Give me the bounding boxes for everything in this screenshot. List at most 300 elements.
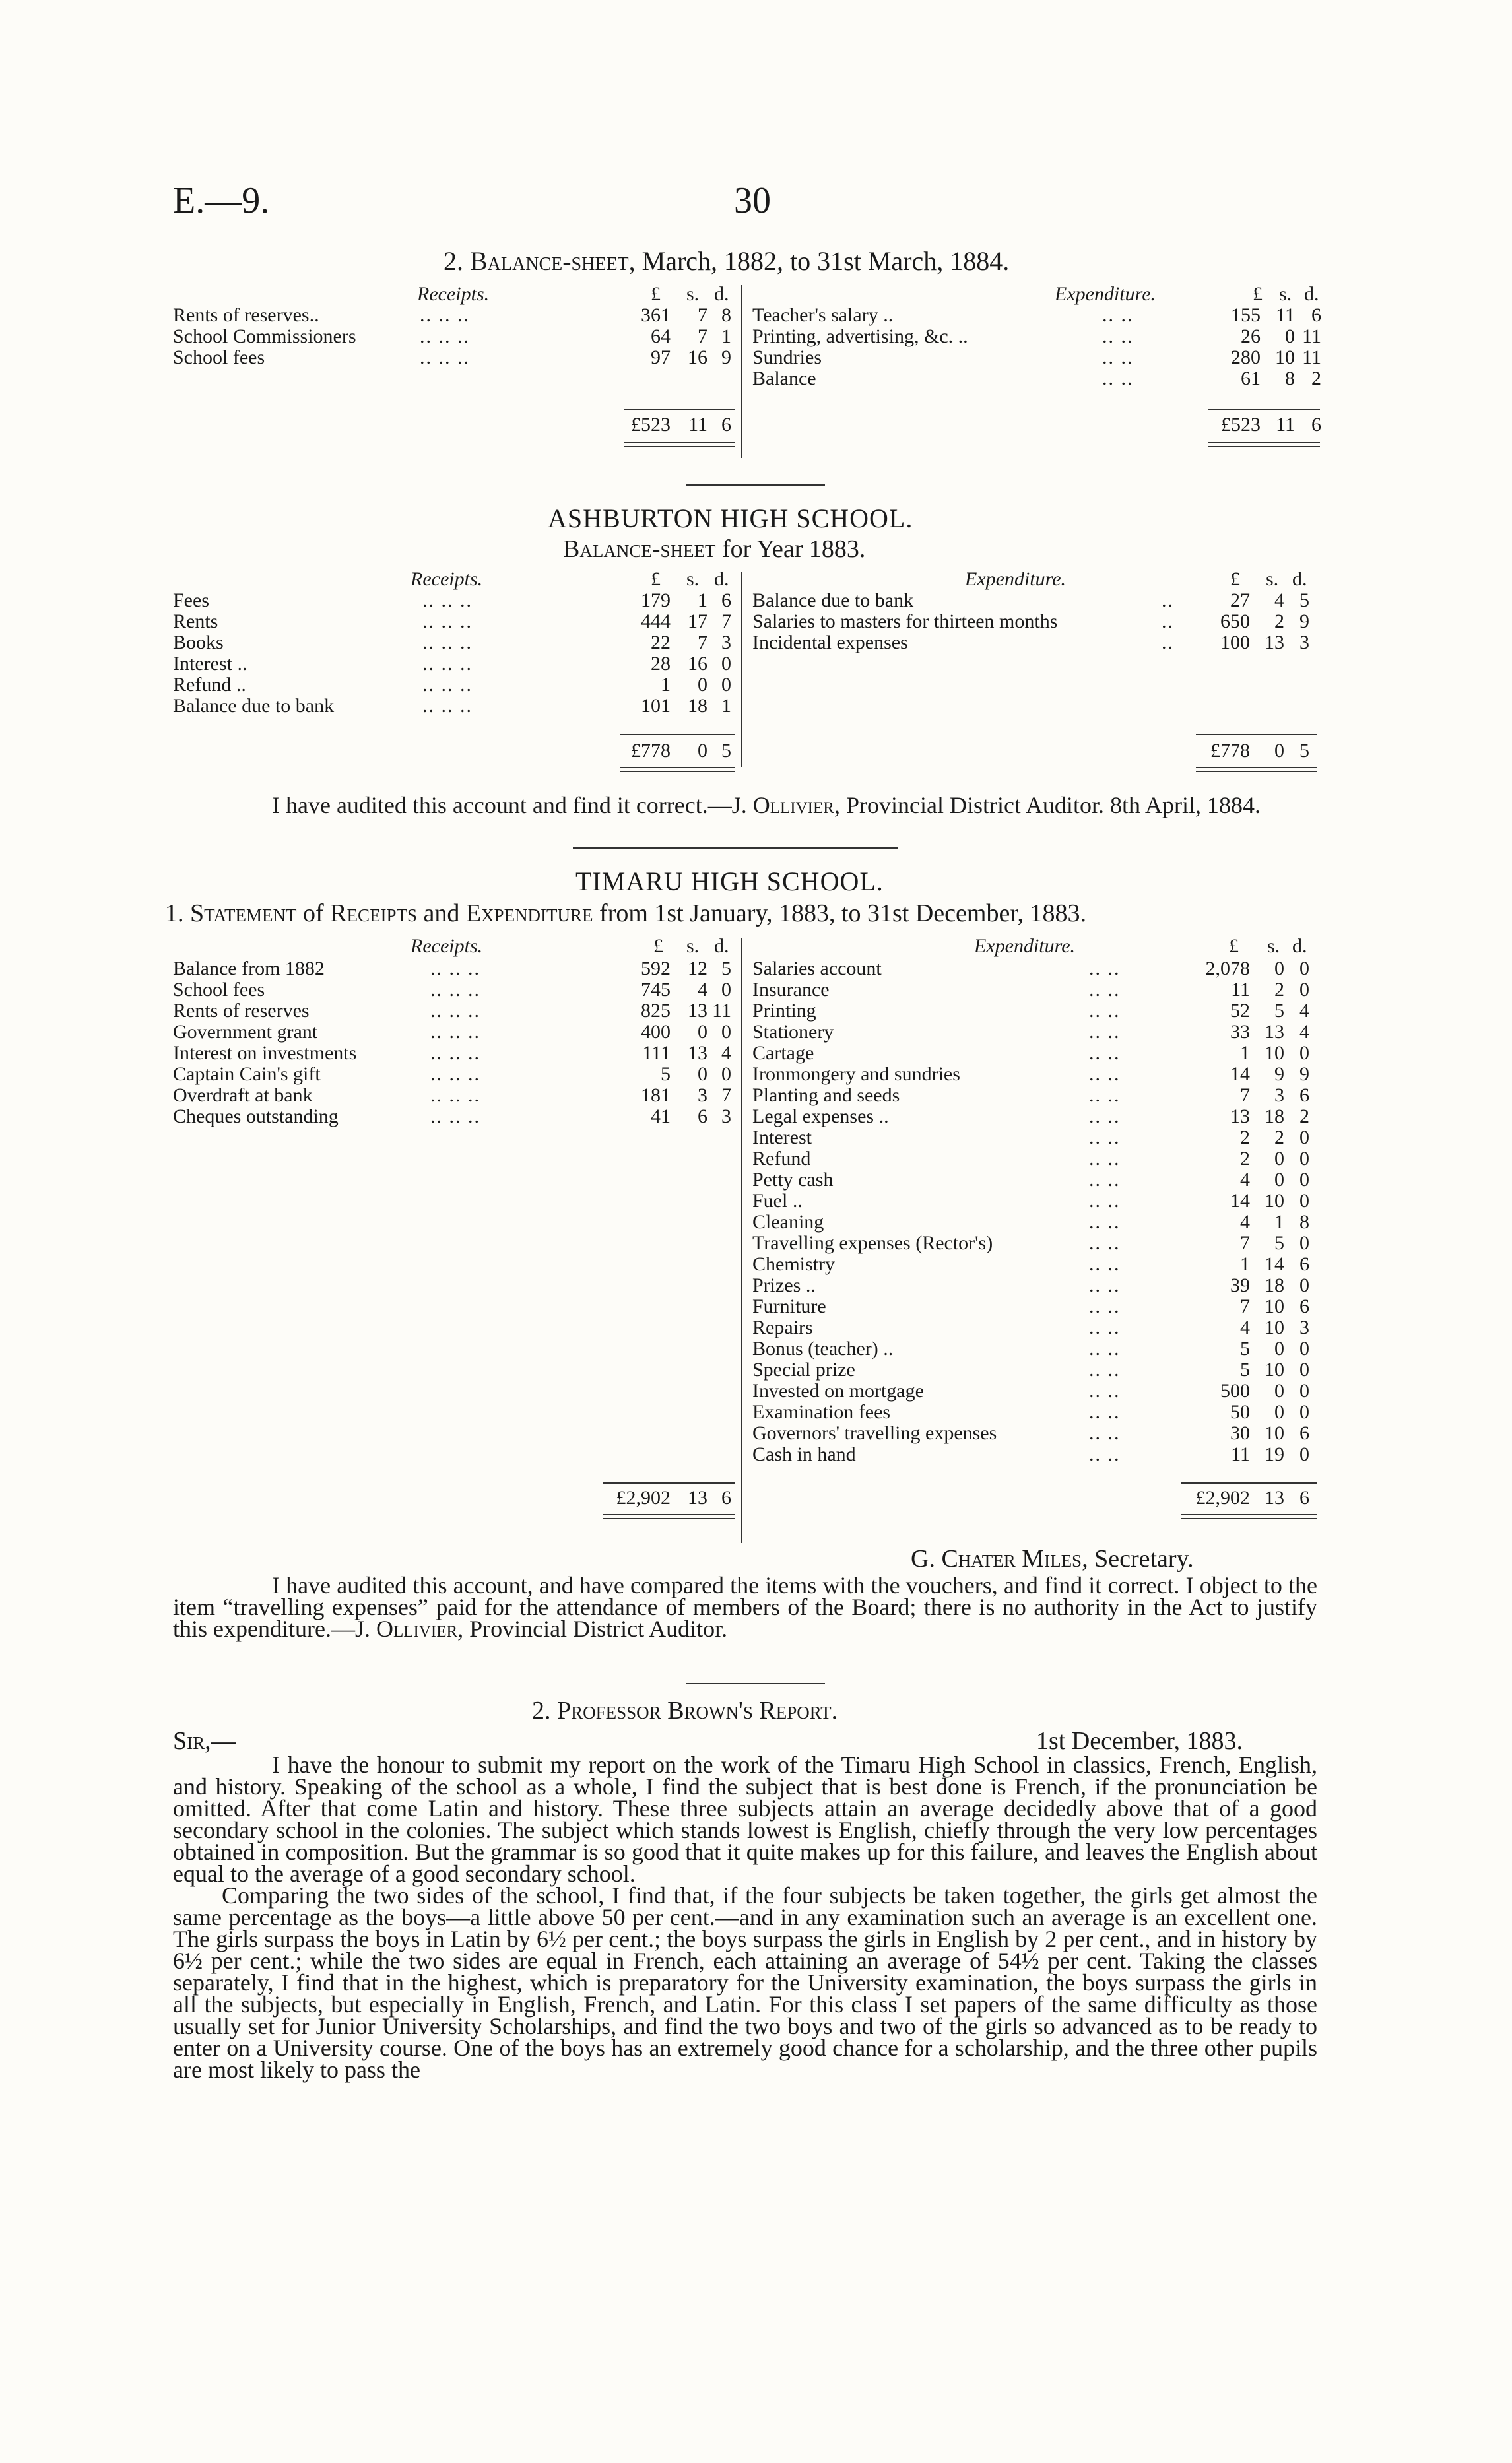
row-label: Travelling expenses (Rector's) bbox=[752, 1232, 993, 1254]
amount-pence: 3 bbox=[721, 1105, 731, 1127]
leader-dots: .. .. .. bbox=[422, 653, 473, 674]
col-shilling-right: s. bbox=[1266, 568, 1279, 590]
leader-dots: .. .. .. bbox=[422, 589, 473, 611]
amount-shillings: 0 bbox=[698, 1063, 707, 1085]
amount-pounds: 500 bbox=[1220, 1380, 1250, 1402]
amount-pounds: 7 bbox=[1240, 1084, 1250, 1106]
amount-pounds: 2 bbox=[1240, 1148, 1250, 1169]
row-label: Rents bbox=[173, 610, 218, 632]
amount-pounds: 361 bbox=[641, 304, 671, 326]
leader-dots: .. .. bbox=[1089, 958, 1121, 979]
total-rule-right bbox=[1208, 409, 1320, 410]
amount-pence: 0 bbox=[1299, 958, 1309, 979]
col-shilling-left: s. bbox=[686, 283, 700, 305]
receipts-heading: Receipts. bbox=[411, 568, 483, 590]
row-label: Repairs bbox=[752, 1317, 813, 1338]
row-label: Balance bbox=[752, 368, 816, 389]
row-label: School Commissioners bbox=[173, 325, 356, 347]
total-double-rule-right bbox=[1181, 1514, 1317, 1515]
amount-shillings: 7 bbox=[698, 325, 707, 347]
amount-pence: 8 bbox=[1299, 1211, 1309, 1233]
amount-pounds: 64 bbox=[651, 325, 671, 347]
amount-shillings: 13 bbox=[1265, 1021, 1284, 1043]
leader-dots: .. .. .. bbox=[420, 304, 470, 326]
amount-shillings: 9 bbox=[1274, 1063, 1284, 1085]
amount-pence: 9 bbox=[1299, 610, 1309, 632]
amount-pence: 0 bbox=[1299, 1169, 1309, 1191]
leader-dots: .. .. bbox=[1089, 1274, 1121, 1296]
amount-shillings: 4 bbox=[1274, 589, 1284, 611]
expenditure-heading: Expenditure. bbox=[965, 568, 1067, 590]
amount-shillings: 10 bbox=[1265, 1422, 1284, 1444]
amount-shillings: 1 bbox=[1274, 1211, 1284, 1233]
leader-dots: .. .. bbox=[1089, 1084, 1121, 1106]
column-divider bbox=[741, 572, 742, 767]
amount-pence: 1 bbox=[721, 325, 731, 347]
amount-pence: 6 bbox=[1311, 304, 1321, 326]
total-double-rule-left-2 bbox=[603, 1518, 735, 1519]
amount-pounds: 1 bbox=[661, 674, 671, 696]
amount-shillings: 0 bbox=[1274, 1401, 1284, 1423]
leader-dots: .. .. bbox=[1089, 1211, 1121, 1233]
col-pence-left: d. bbox=[714, 283, 729, 305]
amount-pence: 0 bbox=[721, 1021, 731, 1043]
amount-pence: 0 bbox=[721, 674, 731, 696]
amount-shillings: 7 bbox=[698, 304, 707, 326]
amount-pounds: 5 bbox=[661, 1063, 671, 1085]
amount-pounds: 2,078 bbox=[1205, 958, 1250, 979]
amount-pence: 11 bbox=[1302, 325, 1321, 347]
amount-pence: 0 bbox=[1299, 1190, 1309, 1212]
leader-dots: .. .. .. bbox=[430, 979, 480, 1001]
row-label: Special prize bbox=[752, 1359, 855, 1381]
report-date: 1st December, 1883. bbox=[1036, 1727, 1243, 1755]
amount-pounds: 22 bbox=[651, 632, 671, 653]
leader-dots: .. .. .. bbox=[422, 610, 473, 632]
amount-shillings: 10 bbox=[1275, 346, 1295, 368]
amount-pounds: 444 bbox=[641, 610, 671, 632]
row-label: Invested on mortgage bbox=[752, 1380, 924, 1402]
leader-dots: .. .. .. bbox=[422, 695, 473, 717]
amount-pence: 6 bbox=[1299, 1296, 1309, 1317]
report-body bbox=[173, 1754, 1317, 2081]
row-label: Refund .. bbox=[173, 674, 246, 696]
row-label: Prizes .. bbox=[752, 1274, 816, 1296]
amount-shillings: 2 bbox=[1274, 1127, 1284, 1148]
total-double-rule-left bbox=[620, 767, 735, 768]
amount-shillings: 10 bbox=[1265, 1296, 1284, 1317]
amount-shillings: 1 bbox=[698, 589, 707, 611]
amount-shillings: 5 bbox=[1274, 1000, 1284, 1022]
amount-pounds: 155 bbox=[1231, 304, 1261, 326]
row-label: Interest on investments bbox=[173, 1042, 357, 1064]
amount-pence: 6 bbox=[1299, 1084, 1309, 1106]
report-heading: 2. Professor Brown's Report. bbox=[532, 1697, 838, 1724]
amount-shillings: 5 bbox=[1274, 1232, 1284, 1254]
column-divider bbox=[741, 938, 742, 1543]
amount-pence: 2 bbox=[1311, 368, 1321, 389]
amount-pounds: 11 bbox=[1231, 979, 1250, 1001]
row-label: Printing, advertising, &c. .. bbox=[752, 325, 968, 347]
amount-pence: 0 bbox=[1299, 1148, 1309, 1169]
col-pence-right: d. bbox=[1292, 568, 1307, 590]
amount-pence: 4 bbox=[1299, 1021, 1309, 1043]
col-shilling-right: s. bbox=[1279, 283, 1292, 305]
leader-dots: .. .. .. bbox=[430, 1021, 480, 1043]
leader-dots: .. .. bbox=[1102, 325, 1134, 347]
leader-dots: .. bbox=[1162, 610, 1174, 632]
receipts-heading: Receipts. bbox=[411, 935, 483, 957]
amount-pounds: 101 bbox=[641, 695, 671, 717]
amount-pounds: 30 bbox=[1230, 1422, 1250, 1444]
amount-shillings: 18 bbox=[1265, 1274, 1284, 1296]
amount-pounds: 7 bbox=[1240, 1232, 1250, 1254]
amount-pence: 0 bbox=[1299, 1232, 1309, 1254]
row-label: School fees bbox=[173, 346, 265, 368]
leader-dots: .. .. bbox=[1089, 1000, 1121, 1022]
amount-shillings: 17 bbox=[688, 610, 707, 632]
total-rule-left bbox=[624, 409, 735, 410]
amount-pence: 11 bbox=[712, 1000, 731, 1022]
amount-shillings: 2 bbox=[1274, 979, 1284, 1001]
amount-pounds: 280 bbox=[1231, 346, 1261, 368]
amount-shillings: 0 bbox=[1285, 325, 1295, 347]
amount-pence: 9 bbox=[1299, 1063, 1309, 1085]
col-shilling-left: s. bbox=[686, 935, 700, 957]
leader-dots: .. bbox=[1162, 632, 1174, 653]
amount-pence: 0 bbox=[1299, 1274, 1309, 1296]
timaru-audit-note: I have audited this account, and have compared the items with the vouchers, and find it correct. I object to the item “travelling expenses” paid for the attendance of members of the Board; there is no authority in the Act to justify this expenditure.—J. Ollivier, Provincial District Auditor. bbox=[173, 1572, 1317, 1642]
leader-dots: .. .. bbox=[1089, 1380, 1121, 1402]
amount-shillings: 0 bbox=[698, 1021, 707, 1043]
page-number: 30 bbox=[734, 180, 771, 221]
amount-shillings: 13 bbox=[688, 1042, 707, 1064]
timaru-subheading: 1. Statement of Receipts and Expenditure from 1st January, 1883, to 31st December, 1883. bbox=[165, 900, 1086, 927]
row-label: Books bbox=[173, 632, 224, 653]
amount-shillings: 16 bbox=[688, 653, 707, 674]
amount-pence: 3 bbox=[721, 632, 731, 653]
amount-pence: 0 bbox=[1299, 1042, 1309, 1064]
row-label: Furniture bbox=[752, 1296, 826, 1317]
amount-pence: 0 bbox=[1299, 1359, 1309, 1381]
row-label: Governors' travelling expenses bbox=[752, 1422, 997, 1444]
total-double-rule-right-2 bbox=[1181, 1518, 1317, 1519]
col-pound-left: £ bbox=[653, 935, 663, 957]
leader-dots: .. .. bbox=[1089, 1105, 1121, 1127]
leader-dots: .. .. bbox=[1089, 1042, 1121, 1064]
amount-shillings: 7 bbox=[698, 632, 707, 653]
amount-shillings: 13 bbox=[1265, 632, 1284, 653]
amount-pence: 0 bbox=[1299, 1401, 1309, 1423]
total-double-rule-right bbox=[1196, 767, 1317, 768]
row-label: Government grant bbox=[173, 1021, 318, 1043]
row-label: Stationery bbox=[752, 1021, 834, 1043]
total-double-rule-right-2 bbox=[1196, 771, 1317, 772]
row-label: Rents of reserves bbox=[173, 1000, 310, 1022]
leader-dots: .. .. .. bbox=[430, 1084, 480, 1106]
amount-shillings: 3 bbox=[698, 1084, 707, 1106]
timaru-heading: TIMARU HIGH SCHOOL. bbox=[575, 867, 884, 896]
leader-dots: .. .. .. bbox=[422, 632, 473, 653]
amount-pounds: 39 bbox=[1230, 1274, 1250, 1296]
ashburton-audit-note: I have audited this account and find it correct.—J. Ollivier, Provincial District Auditor. 8th April, 1884. bbox=[272, 792, 1261, 818]
amount-pence: 1 bbox=[721, 695, 731, 717]
amount-pence: 0 bbox=[1299, 1338, 1309, 1360]
amount-pounds: 1 bbox=[1240, 1042, 1250, 1064]
leader-dots: .. .. .. bbox=[430, 1063, 480, 1085]
amount-pence: 5 bbox=[1299, 589, 1309, 611]
amount-pence: 0 bbox=[721, 1063, 731, 1085]
leader-dots: .. .. .. bbox=[430, 1042, 480, 1064]
amount-pence: 5 bbox=[721, 958, 731, 979]
total-rule-right bbox=[1196, 734, 1317, 735]
amount-pounds: 745 bbox=[641, 979, 671, 1001]
row-label: Captain Cain's gift bbox=[173, 1063, 321, 1085]
amount-pounds: 650 bbox=[1220, 610, 1250, 632]
amount-pence: 6 bbox=[1299, 1422, 1309, 1444]
amount-shillings: 0 bbox=[1274, 958, 1284, 979]
amount-shillings: 8 bbox=[1285, 368, 1295, 389]
amount-pounds: 50 bbox=[1230, 1401, 1250, 1423]
total-double-rule-left-2 bbox=[620, 771, 735, 772]
section-rule bbox=[686, 484, 825, 486]
leader-dots: .. .. bbox=[1089, 1190, 1121, 1212]
amount-pence: 3 bbox=[1299, 1317, 1309, 1338]
amount-pence: 2 bbox=[1299, 1105, 1309, 1127]
row-label: Ironmongery and sundries bbox=[752, 1063, 960, 1085]
amount-shillings: 10 bbox=[1265, 1359, 1284, 1381]
leader-dots: .. .. .. bbox=[430, 958, 480, 979]
amount-shillings: 13 bbox=[688, 1000, 707, 1022]
leader-dots: .. .. .. bbox=[422, 674, 473, 696]
col-shilling-left: s. bbox=[686, 568, 700, 590]
row-label: Planting and seeds bbox=[752, 1084, 900, 1106]
amount-shillings: 0 bbox=[698, 674, 707, 696]
leader-dots: .. .. bbox=[1089, 1253, 1121, 1275]
row-label: Printing bbox=[752, 1000, 816, 1022]
amount-pounds: 592 bbox=[641, 958, 671, 979]
amount-pounds: 181 bbox=[641, 1084, 671, 1106]
balance-sheet-title: 2. Balance-sheet, March, 1882, to 31st March, 1884. bbox=[444, 246, 1010, 276]
amount-shillings: 12 bbox=[688, 958, 707, 979]
amount-pence: 6 bbox=[721, 589, 731, 611]
amount-shillings: 18 bbox=[688, 695, 707, 717]
total-rule-left bbox=[620, 734, 735, 735]
leader-dots: .. .. bbox=[1089, 1317, 1121, 1338]
amount-pounds: 825 bbox=[641, 1000, 671, 1022]
amount-pence: 4 bbox=[1299, 1000, 1309, 1022]
ashburton-subheading: Balance-sheet for Year 1883. bbox=[563, 535, 866, 563]
total-double-rule-right-2 bbox=[1208, 446, 1320, 447]
amount-pounds: 2 bbox=[1240, 1127, 1250, 1148]
row-label: Legal expenses .. bbox=[752, 1105, 889, 1127]
row-label: Teacher's salary .. bbox=[752, 304, 894, 326]
ashburton-heading: ASHBURTON HIGH SCHOOL. bbox=[548, 504, 913, 533]
amount-pounds: 52 bbox=[1230, 1000, 1250, 1022]
leader-dots: .. .. bbox=[1089, 1422, 1121, 1444]
row-label: Cheques outstanding bbox=[173, 1105, 339, 1127]
amount-shillings: 6 bbox=[698, 1105, 707, 1127]
amount-pounds: 33 bbox=[1230, 1021, 1250, 1043]
total-double-rule-left bbox=[624, 442, 735, 443]
amount-shillings: 18 bbox=[1265, 1105, 1284, 1127]
col-pence-left: d. bbox=[714, 568, 729, 590]
total-rule-left bbox=[603, 1482, 735, 1484]
amount-shillings: 0 bbox=[1274, 1380, 1284, 1402]
leader-dots: .. .. bbox=[1089, 1359, 1121, 1381]
total-double-rule-right bbox=[1208, 442, 1320, 443]
amount-pounds: 28 bbox=[651, 653, 671, 674]
row-label: Interest .. bbox=[173, 653, 247, 674]
amount-pounds: 13 bbox=[1230, 1105, 1250, 1127]
amount-pounds: 27 bbox=[1230, 589, 1250, 611]
page-header-ref: E.—9. bbox=[173, 180, 270, 221]
leader-dots: .. .. bbox=[1089, 1021, 1121, 1043]
report-paragraph-1: I have the honour to submit my report on the work of the Timaru High School in classics, French, English, and history. Speaking of the school as a whole, I find the subject that is best done is French, if the pronunciation be omitted. After that come Latin and history. These three subjects attain an average decidedly above that of a good secondary school in the colonies. The subject which stands lowest is English, chiefly through the very low percentages obtained in composition. But the grammar is so good that it quite makes up for this failure, and leaves the English about equal to the average of a good secondary school. bbox=[173, 1752, 1317, 1887]
row-label: Insurance bbox=[752, 979, 830, 1001]
amount-shillings: 3 bbox=[1274, 1084, 1284, 1106]
row-label: Balance due to bank bbox=[752, 589, 914, 611]
amount-pounds: 5 bbox=[1240, 1338, 1250, 1360]
salutation: Sir,— bbox=[173, 1727, 236, 1755]
leader-dots: .. .. bbox=[1102, 368, 1134, 389]
amount-pounds: 400 bbox=[641, 1021, 671, 1043]
row-label: Interest bbox=[752, 1127, 812, 1148]
leader-dots: .. .. bbox=[1102, 304, 1134, 326]
col-pound-right: £ bbox=[1253, 283, 1263, 305]
row-label: Salaries account bbox=[752, 958, 882, 979]
amount-pounds: 100 bbox=[1220, 632, 1250, 653]
amount-pounds: 4 bbox=[1240, 1169, 1250, 1191]
total-double-rule-left bbox=[603, 1514, 735, 1515]
row-label: Examination fees bbox=[752, 1401, 891, 1423]
amount-pounds: 4 bbox=[1240, 1211, 1250, 1233]
row-label: Sundries bbox=[752, 346, 822, 368]
amount-pounds: 14 bbox=[1230, 1190, 1250, 1212]
amount-pounds: 14 bbox=[1230, 1063, 1250, 1085]
leader-dots: .. .. bbox=[1089, 1296, 1121, 1317]
amount-shillings: 0 bbox=[1274, 1169, 1284, 1191]
amount-pounds: 7 bbox=[1240, 1296, 1250, 1317]
leader-dots: .. .. bbox=[1089, 1401, 1121, 1423]
report-paragraph-2: Comparing the two sides of the school, I find that, if the four subjects be taken together, the girls get almost the same percentage as the boys—a little above 50 per cent.—and in any examination such an average is an excellent one. The girls surpass the boys in Latin by 6½ per cent.; the boys surpass the girls in English by 2 per cent., and in history by 6½ per cent.; while the two sides are equal in French, each attaining an average of 54½ per cent. Taking the classes separately, I find that in the highest, which is preparatory for the University examination, the boys surpass the girls in all the subjects, but especially in English, French, and Latin. For this class I set papers of the same difficulty as those usually set for Junior University Scholarships, and find the two boys and two of the girls so advanced as to be ready to enter on a University course. One of the boys has an extremely good chance for a scholarship, and the three other pupils are most likely to pass the bbox=[173, 1882, 1317, 2083]
leader-dots: .. .. bbox=[1089, 1148, 1121, 1169]
row-label: Chemistry bbox=[752, 1253, 835, 1275]
leader-dots: .. .. bbox=[1089, 1338, 1121, 1360]
row-label: Cash in hand bbox=[752, 1443, 856, 1465]
total-rule-right bbox=[1181, 1482, 1317, 1484]
amount-pounds: 61 bbox=[1241, 368, 1261, 389]
col-pound-right: £ bbox=[1229, 935, 1239, 957]
col-pound-left: £ bbox=[651, 568, 661, 590]
col-shilling-right: s. bbox=[1267, 935, 1280, 957]
row-label: Balance due to bank bbox=[173, 695, 335, 717]
amount-pence: 7 bbox=[721, 1084, 731, 1106]
row-label: Bonus (teacher) .. bbox=[752, 1338, 894, 1360]
row-label: Incidental expenses bbox=[752, 632, 908, 653]
amount-pounds: 111 bbox=[642, 1042, 671, 1064]
column-divider bbox=[741, 285, 742, 458]
amount-pence: 6 bbox=[1299, 1253, 1309, 1275]
leader-dots: .. .. .. bbox=[420, 325, 470, 347]
amount-pence: 11 bbox=[1302, 346, 1321, 368]
amount-shillings: 0 bbox=[1274, 1148, 1284, 1169]
amount-pounds: 1 bbox=[1240, 1253, 1250, 1275]
amount-shillings: 11 bbox=[1276, 304, 1295, 326]
amount-pence: 3 bbox=[1299, 632, 1309, 653]
leader-dots: .. .. bbox=[1089, 1443, 1121, 1465]
row-label: Salaries to masters for thirteen months bbox=[752, 610, 1058, 632]
amount-pence: 0 bbox=[1299, 1127, 1309, 1148]
row-label: Refund bbox=[752, 1148, 811, 1169]
row-label: Balance from 1882 bbox=[173, 958, 325, 979]
total-double-rule-left-2 bbox=[624, 446, 735, 447]
amount-shillings: 19 bbox=[1265, 1443, 1284, 1465]
amount-shillings: 0 bbox=[1274, 1338, 1284, 1360]
amount-pence: 4 bbox=[721, 1042, 731, 1064]
col-pence-left: d. bbox=[714, 935, 729, 957]
row-label: Rents of reserves.. bbox=[173, 304, 319, 326]
amount-pence: 7 bbox=[721, 610, 731, 632]
amount-pounds: 11 bbox=[1231, 1443, 1250, 1465]
amount-pounds: 5 bbox=[1240, 1359, 1250, 1381]
leader-dots: .. .. bbox=[1089, 1127, 1121, 1148]
secretary-signature: G. Chater Miles, Secretary. bbox=[911, 1545, 1194, 1573]
row-label: Cleaning bbox=[752, 1211, 824, 1233]
amount-shillings: 14 bbox=[1265, 1253, 1284, 1275]
leader-dots: .. .. .. bbox=[420, 346, 470, 368]
amount-shillings: 2 bbox=[1274, 610, 1284, 632]
section-rule bbox=[573, 847, 898, 849]
col-pound-left: £ bbox=[651, 283, 661, 305]
leader-dots: .. .. .. bbox=[430, 1000, 480, 1022]
leader-dots: .. .. bbox=[1102, 346, 1134, 368]
amount-pence: 0 bbox=[1299, 979, 1309, 1001]
col-pence-right: d. bbox=[1304, 283, 1319, 305]
amount-pounds: 179 bbox=[641, 589, 671, 611]
expenditure-heading: Expenditure. bbox=[974, 935, 1076, 957]
leader-dots: .. .. bbox=[1089, 979, 1121, 1001]
amount-shillings: 10 bbox=[1265, 1042, 1284, 1064]
leader-dots: .. bbox=[1162, 589, 1174, 611]
amount-pounds: 4 bbox=[1240, 1317, 1250, 1338]
amount-shillings: 4 bbox=[698, 979, 707, 1001]
col-pound-right: £ bbox=[1230, 568, 1240, 590]
amount-shillings: 16 bbox=[688, 346, 707, 368]
row-label: Fuel .. bbox=[752, 1190, 803, 1212]
amount-pounds: 41 bbox=[651, 1105, 671, 1127]
leader-dots: .. .. bbox=[1089, 1169, 1121, 1191]
row-label: School fees bbox=[173, 979, 265, 1001]
amount-pounds: 97 bbox=[651, 346, 671, 368]
row-label: Overdraft at bank bbox=[173, 1084, 313, 1106]
col-pence-right: d. bbox=[1292, 935, 1307, 957]
amount-pence: 0 bbox=[721, 979, 731, 1001]
amount-shillings: 10 bbox=[1265, 1317, 1284, 1338]
leader-dots: .. .. bbox=[1089, 1063, 1121, 1085]
row-label: Cartage bbox=[752, 1042, 814, 1064]
amount-pence: 8 bbox=[721, 304, 731, 326]
amount-shillings: 10 bbox=[1265, 1190, 1284, 1212]
leader-dots: .. .. .. bbox=[430, 1105, 480, 1127]
amount-pence: 0 bbox=[1299, 1443, 1309, 1465]
receipts-heading: Receipts. bbox=[417, 283, 490, 305]
section-rule bbox=[686, 1683, 825, 1684]
row-label: Fees bbox=[173, 589, 209, 611]
amount-pence: 0 bbox=[721, 653, 731, 674]
amount-pence: 0 bbox=[1299, 1380, 1309, 1402]
leader-dots: .. .. bbox=[1089, 1232, 1121, 1254]
